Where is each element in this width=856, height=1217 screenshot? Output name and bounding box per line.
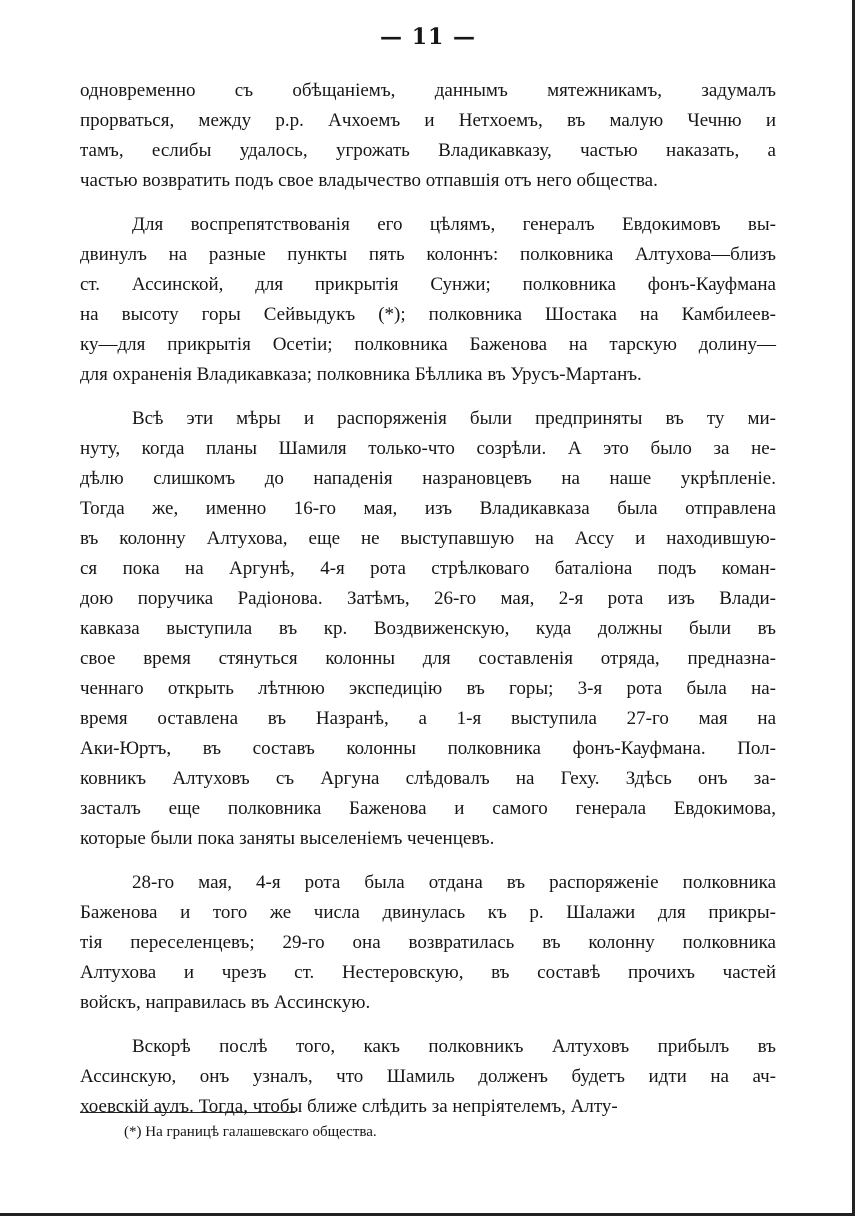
footnote-divider (80, 1112, 295, 1113)
text-line: время оставлена въ Назранѣ, а 1-я выступила 27-го мая на (80, 708, 776, 729)
paragraph (80, 76, 776, 196)
text-line: засталъ еще полковника Баженова и самого генерала Евдокимова, (80, 798, 776, 819)
text-line: кавказа выступила въ кр. Воздвиженскую, куда должны были въ (80, 618, 776, 639)
text-line: одновременно съ обѣщаніемъ, даннымъ мятежникамъ, задумалъ (80, 80, 776, 101)
text-line: ст. Ассинской, для прикрытія Сунжи; полковника фонъ-Кауфмана (80, 274, 776, 295)
text-line: на высоту горы Сейвыдукъ (*); полковника Шостака на Камбилеев- (80, 304, 776, 325)
text-line: ченнаго открыть лѣтнюю экспедицію въ горы; 3-я рота была на- (80, 678, 776, 699)
text-line: Вскорѣ послѣ того, какъ полковникъ Алтуховъ прибылъ въ (132, 1036, 776, 1057)
text-line: прорваться, между р.р. Ачхоемъ и Нетхоемъ, въ малую Чечню и (80, 110, 776, 131)
text-line: Алтухова и чрезъ ст. Нестеровскую, въ составѣ прочихъ частей (80, 962, 776, 983)
text-line: дою поручика Радіонова. Затѣмъ, 26-го мая, 2-я рота изъ Влади- (80, 588, 776, 609)
text-line: ся пока на Аргунѣ, 4-я рота стрѣлковаго баталіона подъ коман- (80, 558, 776, 579)
text-line: тамъ, еслибы удалось, угрожать Владикавказу, частью наказать, а (80, 140, 776, 161)
text-line: войскъ, направилась въ Ассинскую. (80, 992, 371, 1013)
text-line: Всѣ эти мѣры и распоряженія были предприняты въ ту ми- (132, 408, 776, 429)
text-line: которые были пока заняты выселеніемъ чеченцевъ. (80, 828, 495, 849)
page-number: — 11 — (380, 24, 476, 50)
text-line: Тогда же, именно 16-го мая, изъ Владикавказа была отправлена (80, 498, 776, 519)
text-line: въ колонну Алтухова, еще не выступавшую на Ассу и находившую- (80, 528, 776, 549)
paragraph (80, 1032, 776, 1122)
text-line: нуту, когда планы Шамиля только-что созрѣли. А это было за не- (80, 438, 776, 459)
text-line: частью возвратить подъ свое владычество отпавшія отъ него общества. (80, 170, 658, 191)
text-line: ковникъ Алтуховъ съ Аргуна слѣдовалъ на Геху. Здѣсь онъ за- (80, 768, 776, 789)
paragraph (80, 210, 776, 390)
text-line: свое время стянуться колонны для составленія отряда, предназна- (80, 648, 776, 669)
body-text (80, 76, 776, 1136)
text-line: Для воспрепятствованія его цѣлямъ, генералъ Евдокимовъ вы- (132, 214, 776, 235)
text-line: хоевскій аулъ. Тогда, чтобы ближе слѣдить за непріятелемъ, Алту- (80, 1096, 618, 1117)
text-line: Аки-Юртъ, въ составъ колонны полковника фонъ-Кауфмана. Пол- (80, 738, 776, 759)
paragraph (80, 404, 776, 854)
text-line: 28-го мая, 4-я рота была отдана въ распоряженіе полковника (132, 872, 776, 893)
text-line: ку—для прикрытія Осетіи; полковника Баженова на тарскую долину— (80, 334, 776, 355)
text-line: двинулъ на разные пункты пять колоннъ: полковника Алтухова—близъ (80, 244, 776, 265)
paragraph (80, 868, 776, 1018)
text-line: дѣлю слишкомъ до нападенія назрановцевъ на наше укрѣпленіе. (80, 468, 776, 489)
text-line: тія переселенцевъ; 29-го она возвратилась въ колонну полковника (80, 932, 776, 953)
footnote: (*) На границѣ галашевскаго общества. (124, 1124, 377, 1140)
text-line: Баженова и того же числа двинулась къ р. Шалажи для прикры- (80, 902, 776, 923)
text-line: Ассинскую, онъ узналъ, что Шамиль долженъ будетъ идти на ач- (80, 1066, 776, 1087)
text-line: для охраненія Владикавказа; полковника Бѣллика въ Урусъ-Мартанъ. (80, 364, 642, 385)
